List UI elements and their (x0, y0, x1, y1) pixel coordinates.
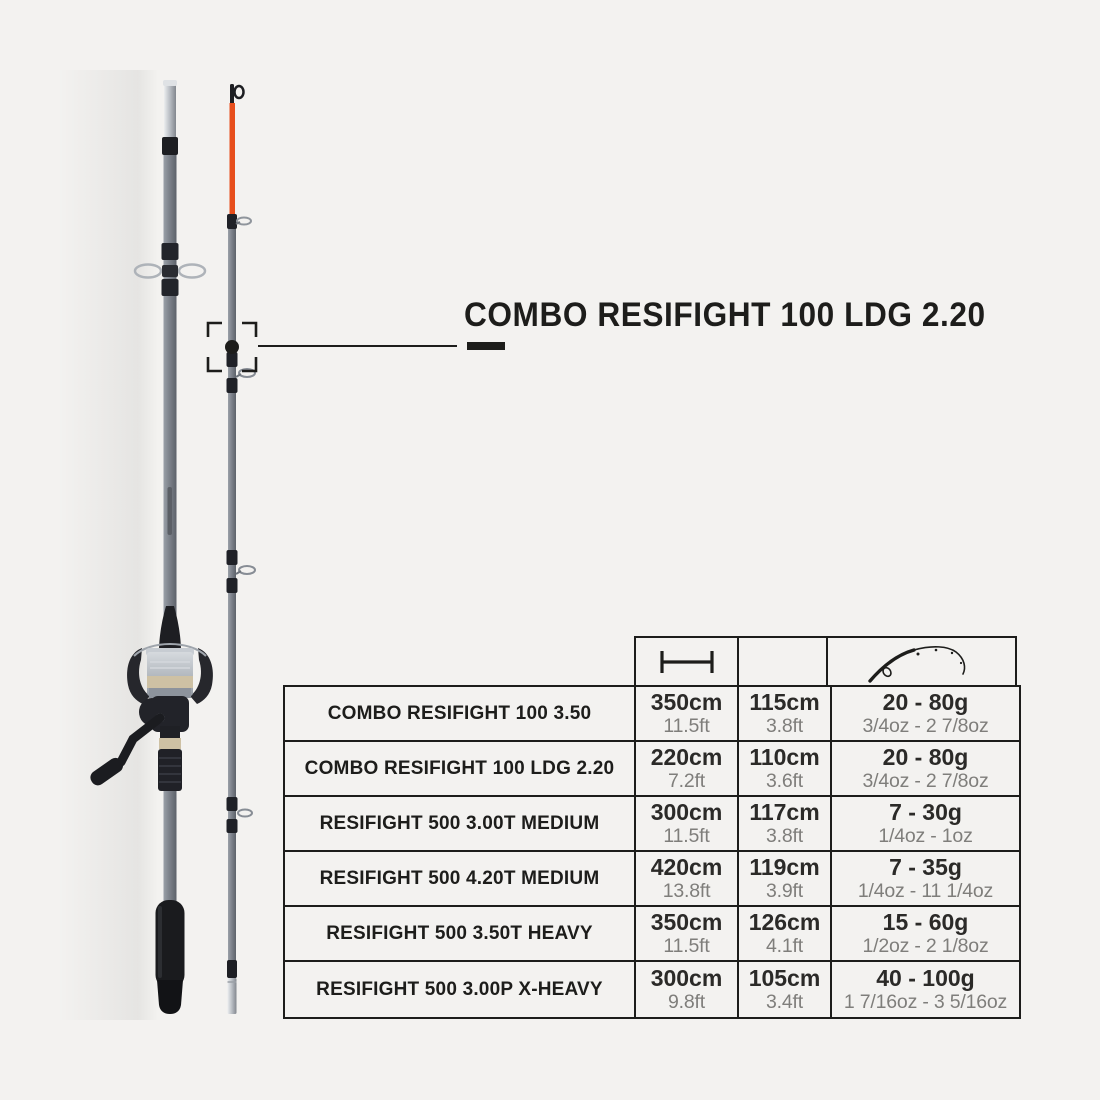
transport-cm: 110cm (749, 743, 820, 770)
casting-oz: 1/4oz - 11 1/4oz (857, 879, 994, 902)
wire-guide (238, 810, 252, 817)
casting-g: 20 - 80g (882, 743, 969, 770)
casting-weight-cell (832, 962, 1019, 1017)
product-name-cell (285, 797, 636, 852)
length-cell (636, 907, 739, 962)
chrome-ferrule-top (164, 80, 176, 140)
length-cm: 350cm (650, 908, 723, 935)
rod-tip-section (227, 84, 256, 1014)
title-underline-dash (467, 342, 505, 350)
product-name: RESIFIGHT 500 3.50T HEAVY (326, 922, 593, 944)
transport-length-cell (739, 797, 832, 852)
rod-guide-dot (934, 648, 937, 651)
length-ft: 13.8ft (662, 879, 711, 902)
seat-gold-band (159, 738, 181, 749)
length-ft: 7.2ft (668, 769, 705, 792)
length-ft: 11.5ft (663, 934, 710, 957)
guide-wrap-band (227, 578, 238, 593)
guide-wrap-band (162, 279, 179, 296)
product-name-cell (285, 907, 636, 962)
header-transport-cell (737, 638, 828, 685)
spinning-reel (88, 644, 213, 788)
guide-foot (162, 265, 178, 277)
casting-g: 15 - 60g (882, 908, 969, 935)
rod-guide-dot (959, 661, 961, 663)
wire-line-guide (179, 265, 205, 278)
transport-length-cell (739, 742, 832, 797)
wire-guide (239, 566, 255, 574)
transport-ft: 3.6ft (766, 769, 803, 792)
spool-gold-band (147, 676, 193, 688)
callout-dot (225, 340, 239, 354)
rod-guide-dot (916, 652, 919, 655)
rod-butt-section (88, 80, 213, 1014)
bracket-top-right (242, 323, 256, 337)
bracket-top-left (208, 323, 222, 337)
wire-line-guide (135, 265, 161, 278)
casting-oz: 1 7/16oz - 3 5/16oz (843, 990, 1008, 1013)
length-ft: 11.5ft (663, 824, 710, 847)
casting-oz: 3/4oz - 2 7/8oz (862, 714, 989, 737)
product-name: RESIFIGHT 500 4.20T MEDIUM (319, 867, 600, 889)
guide-wrap-band (227, 214, 237, 229)
casting-oz: 3/4oz - 2 7/8oz (862, 769, 989, 792)
transport-ft: 4.1ft (766, 934, 803, 957)
seat-ribbed-grip (158, 749, 182, 791)
product-name: COMBO RESIFIGHT 100 LDG 2.20 (304, 757, 615, 779)
transport-length-cell (739, 907, 832, 962)
orange-tip (230, 103, 236, 218)
crank-arm (121, 718, 160, 762)
product-name-cell (285, 852, 636, 907)
length-cm: 350cm (650, 688, 723, 715)
chrome-cap-ring (163, 80, 177, 86)
guide-wrap-band (227, 550, 238, 565)
casting-oz: 1/2oz - 2 1/8oz (862, 934, 989, 957)
chrome-ferrule-bottom (228, 978, 237, 1014)
product-name: COMBO RESIFIGHT 100 3.50 (327, 702, 592, 724)
length-cm: 220cm (650, 743, 723, 770)
butt-wrap-band (227, 960, 237, 978)
length-ft: 9.8ft (668, 990, 705, 1013)
ruler-length-icon (656, 649, 718, 675)
length-cm: 420cm (650, 853, 723, 880)
product-name: RESIFIGHT 500 3.00T MEDIUM (319, 812, 600, 834)
product-name: RESIFIGHT 500 3.00P X-HEAVY (316, 978, 603, 1000)
header-length-cell (636, 638, 737, 685)
casting-g: 7 - 30g (889, 798, 962, 825)
transport-ft: 3.4ft (766, 990, 803, 1013)
transport-cm: 115cm (749, 688, 820, 715)
casting-weight-cell (832, 907, 1019, 962)
transport-length-cell (739, 962, 832, 1017)
callout-marker (203, 318, 261, 376)
butt-cap (157, 980, 183, 1014)
bail-arm-right (190, 648, 213, 704)
transport-length-cell (739, 852, 832, 907)
transport-cm: 126cm (748, 908, 821, 935)
guide-foot (236, 571, 241, 574)
length-cell (636, 962, 739, 1017)
eva-grip-highlight (158, 906, 162, 978)
guide-wrap-band (227, 797, 238, 811)
product-name-cell (285, 742, 636, 797)
bail-arm-left (127, 648, 150, 704)
tip-top-guide-stem (230, 84, 234, 106)
product-name-cell (285, 962, 636, 1017)
bracket-bottom-left (208, 357, 222, 371)
guide-wrap-band (227, 378, 238, 393)
transport-ft: 3.8ft (766, 714, 803, 737)
bracket-bottom-right (242, 357, 256, 371)
length-ft: 11.5ft (663, 714, 710, 737)
black-collar (162, 137, 178, 155)
guide-wrap-band (162, 243, 179, 260)
spec-table (283, 685, 1021, 1019)
fishing-rod-combo-image (0, 0, 300, 1100)
casting-weight-cell (832, 797, 1019, 852)
spec-table-header (634, 636, 1017, 685)
length-cell (636, 852, 739, 907)
transport-ft: 3.9ft (766, 879, 803, 902)
brand-mark (168, 487, 173, 535)
transport-cm: 117cm (749, 798, 820, 825)
casting-weight-cell (832, 687, 1019, 742)
rod-guide-dot (950, 651, 952, 653)
transport-cm: 105cm (748, 964, 821, 991)
length-cm: 300cm (650, 964, 723, 991)
casting-g: 20 - 80g (882, 688, 969, 715)
product-title: COMBO RESIFIGHT 100 LDG 2.20 (464, 296, 986, 334)
header-casting-weight-cell (828, 638, 1015, 685)
guide-wrap-band (227, 819, 238, 833)
product-name-cell (285, 687, 636, 742)
transport-ft: 3.8ft (766, 824, 803, 847)
casting-weight-cell (832, 742, 1019, 797)
casting-oz: 1/4oz - 1oz (878, 824, 973, 847)
bent-rod-casting-weight-icon (856, 641, 988, 683)
casting-g: 40 - 100g (876, 964, 975, 991)
tip-top-guide-ring (235, 86, 244, 98)
transport-cm: 119cm (749, 853, 820, 880)
length-cell (636, 742, 739, 797)
casting-weight-cell (832, 852, 1019, 907)
length-cell (636, 687, 739, 742)
crank-knob (88, 755, 126, 788)
callout-leader-line (258, 345, 457, 347)
casting-g: 7 - 35g (889, 853, 962, 880)
length-cell (636, 797, 739, 852)
reel-seat-stem (160, 726, 180, 740)
length-cm: 300cm (650, 798, 723, 825)
transport-length-cell (739, 687, 832, 742)
